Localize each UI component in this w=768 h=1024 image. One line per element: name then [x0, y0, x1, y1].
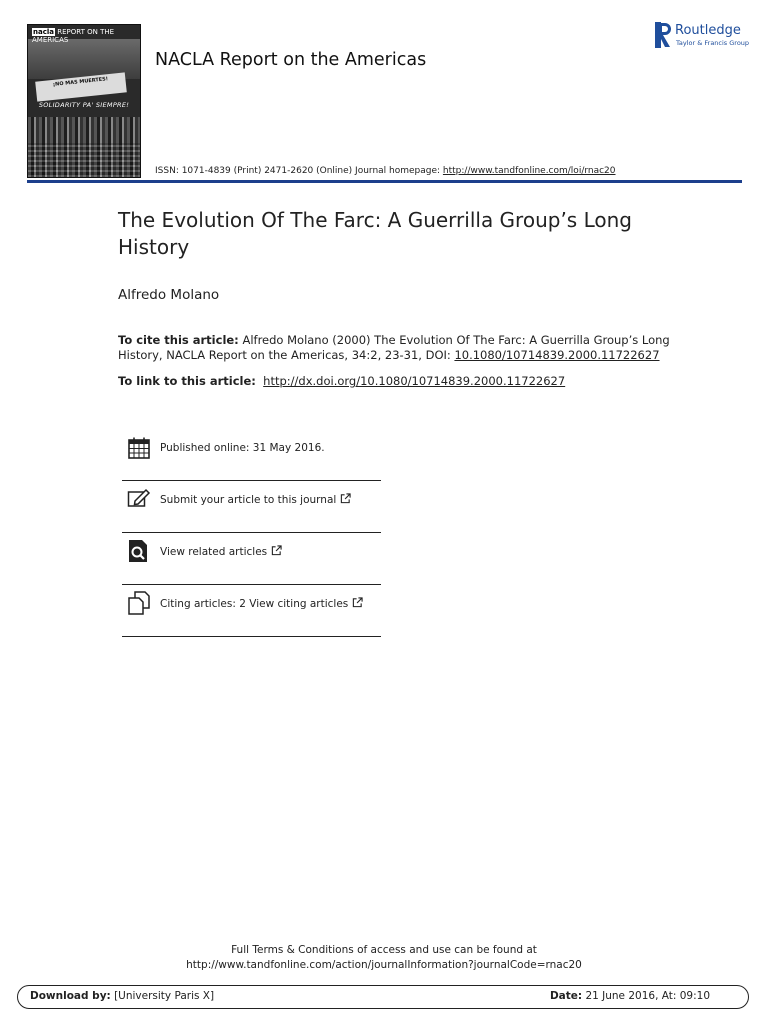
journal-title: NACLA Report on the Americas: [155, 50, 427, 70]
download-by: [30, 990, 214, 1002]
cover-logo: [32, 28, 140, 44]
download-date-value: 21 June 2016, At: 09:10: [582, 990, 710, 1002]
link-label: To link to this article:: [118, 374, 256, 388]
article-actions-list: [122, 430, 381, 637]
publisher-subtitle: Taylor & Francis Group: [676, 39, 750, 47]
journal-homepage-link[interactable]: http://www.tandfonline.com/loi/rnac20: [442, 166, 616, 176]
issn-text: ISSN: 1071-4839 (Print) 2471-2620 (Online) Journal homepage:: [155, 166, 443, 176]
download-by-label: Download by:: [30, 990, 111, 1002]
article-author: Alfredo Molano: [118, 287, 220, 303]
cover-slogan: SOLIDARITY PA' SIEMPRE!: [38, 101, 130, 109]
citing-documents-icon: [127, 591, 151, 615]
citing-articles-label: Citing articles: 2 View citing articles: [160, 598, 349, 610]
related-articles-row[interactable]: [122, 533, 381, 585]
terms-line-1: Full Terms & Conditions of access and use can be found at: [231, 944, 537, 956]
external-link-icon: [352, 597, 363, 608]
download-date-label: Date:: [549, 990, 583, 1002]
edit-icon: [127, 487, 151, 511]
submit-article-label: Submit your article to this journal: [160, 494, 337, 506]
related-articles-label: View related articles: [160, 546, 268, 558]
cite-label: To cite this article:: [118, 333, 239, 347]
citation-block: [118, 333, 678, 363]
download-info-bar: [17, 985, 749, 1009]
article-title: The Evolution Of The Farc: A Guerrilla Group’s Long History: [118, 208, 632, 259]
published-online-row: [122, 430, 381, 481]
publisher-name: Routledge: [675, 23, 741, 38]
published-online-text: Published online: 31 May 2016.: [160, 442, 325, 454]
external-link-icon: [340, 493, 351, 504]
external-link-icon: [271, 545, 282, 556]
related-articles-text: [160, 545, 282, 558]
download-date: [550, 990, 710, 1002]
cover-logo-suffix: REPORT ON THE AMERICAS: [32, 28, 115, 44]
header-divider: [27, 180, 742, 183]
article-doi-link[interactable]: http://dx.doi.org/10.1080/10714839.2000.11722627: [263, 374, 566, 388]
citing-articles-text: [160, 597, 363, 610]
routledge-r-icon: [655, 22, 671, 48]
issn-line: [155, 166, 616, 176]
terms-notice: [0, 943, 768, 973]
citing-articles-row[interactable]: [122, 585, 381, 637]
cover-crowd-overlay: [28, 143, 140, 177]
cover-logo-mark: nacla: [33, 28, 54, 36]
terms-url[interactable]: http://www.tandfonline.com/action/journalInformation?journalCode=rnac20: [186, 959, 582, 971]
article-link-line: [118, 374, 565, 388]
submit-article-row[interactable]: [122, 481, 381, 533]
download-by-value: [University Paris X]: [110, 990, 215, 1002]
submit-article-text: [160, 493, 351, 506]
cover-banner: ¡NO MAS MUERTES!: [35, 72, 127, 101]
cite-text: Alfredo Molano (2000) The Evolution Of The Farc: A Guerrilla Group’s Long History, NACLA Report on the Americas, 34:2, 23-31, DOI:: [118, 333, 670, 362]
document-search-icon: [127, 539, 151, 563]
cite-doi-link[interactable]: 10.1080/10714839.2000.11722627: [454, 348, 660, 362]
journal-cover-image: [27, 24, 141, 178]
calendar-icon: [127, 436, 151, 460]
